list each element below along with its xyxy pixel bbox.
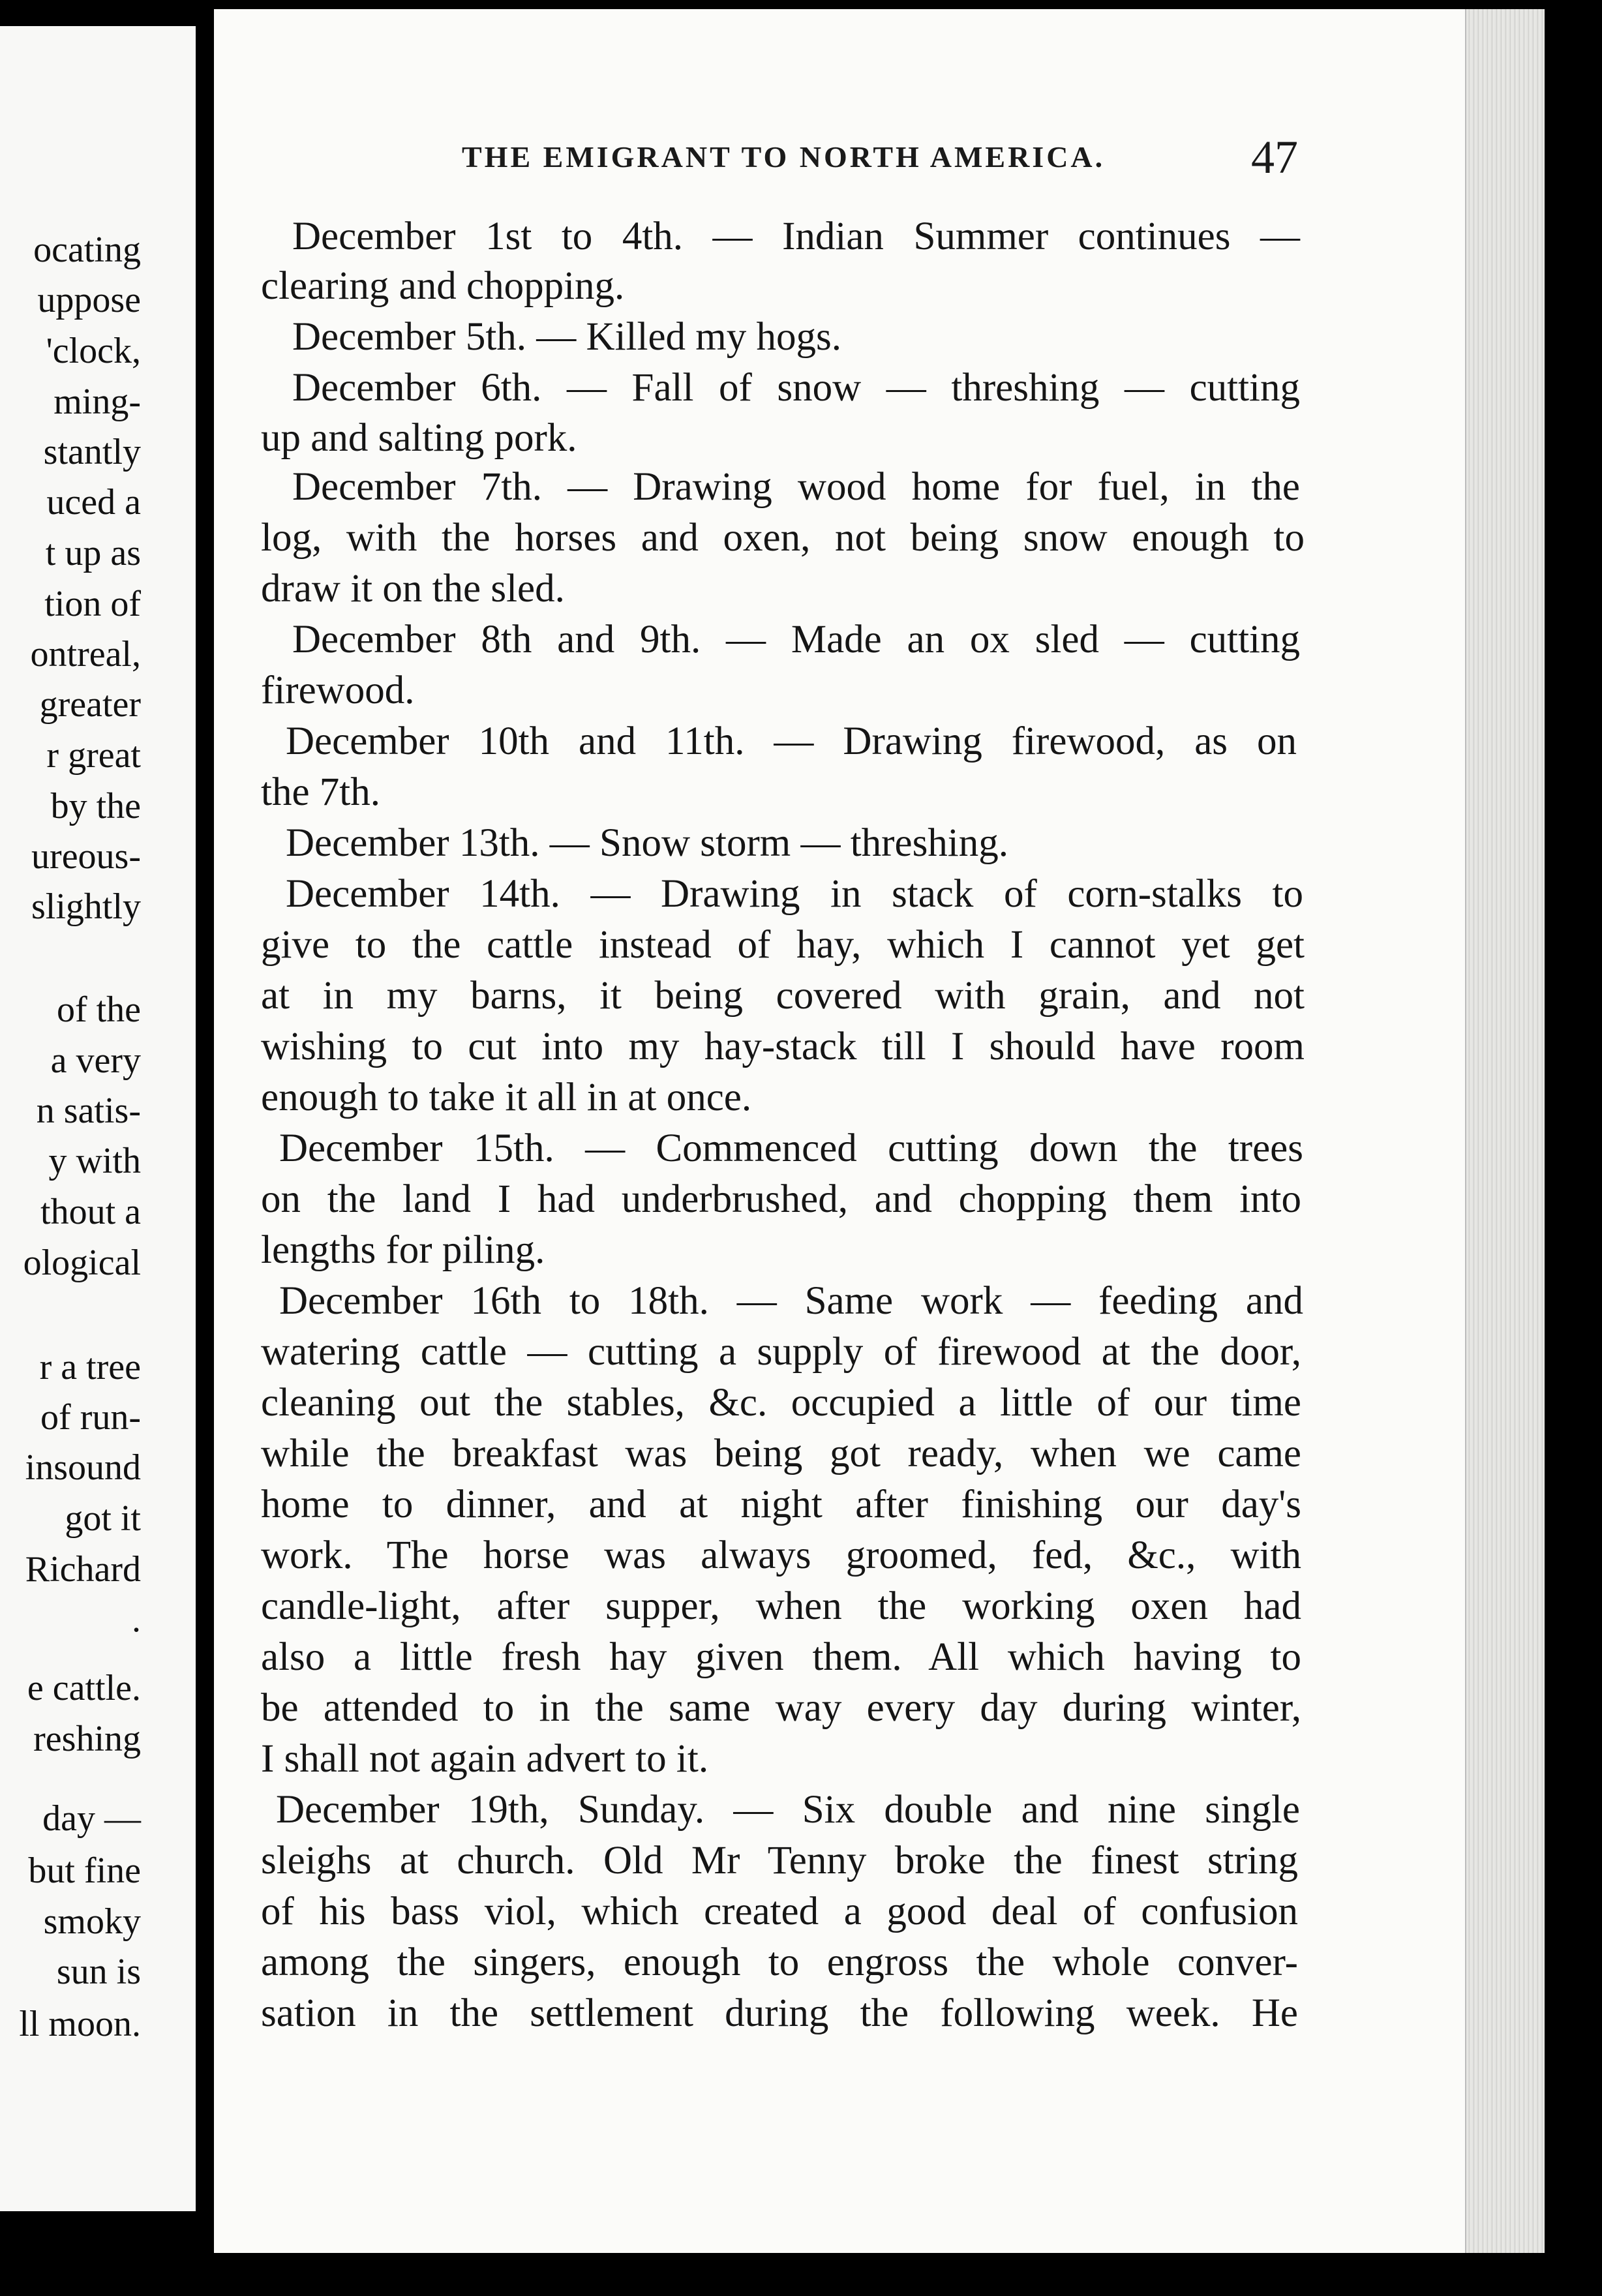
body-text-line: the 7th. [261, 770, 380, 814]
body-text-line: draw it on the sled. [261, 567, 565, 611]
body-text-line: December 8th and 9th. — Made an ox sled — cutting [292, 618, 1300, 661]
body-text-line: be attended to in the same way every day during winter, [261, 1686, 1301, 1730]
body-text-line: home to dinner, and at night after finishing our day's [261, 1483, 1301, 1526]
left-page-fragment: ological [23, 1243, 141, 1283]
body-text-line: log, with the horses and oxen, not being snow enough to [261, 516, 1305, 560]
body-text-line: December 16th to 18th. — Same work — feeding and [279, 1279, 1303, 1323]
left-page-fragment: e cattle. [27, 1668, 141, 1708]
body-text-line: enough to take it all in at once. [261, 1076, 752, 1119]
body-text-line: December 15th. — Commenced cutting down the trees [279, 1126, 1303, 1170]
body-text-line: sleighs at church. Old Mr Tenny broke the finest string [261, 1839, 1298, 1882]
left-page-fragment: insound [25, 1447, 141, 1488]
left-page-fragment: r a tree [39, 1347, 141, 1387]
left-page-fragment: slightly [31, 886, 141, 927]
body-text-line: December 13th. — Snow storm — threshing. [286, 821, 1009, 865]
page-body [214, 9, 1545, 2253]
body-text-line: watering cattle — cutting a supply of firewood at the door, [261, 1330, 1301, 1374]
body-text-line: up and salting pork. [261, 416, 577, 460]
previous-page-fragment [0, 26, 196, 2211]
body-text-line: December 6th. — Fall of snow — threshing — cutting [292, 366, 1300, 410]
left-page-fragment: but fine [28, 1850, 141, 1891]
left-page-fragment: of the [56, 989, 141, 1030]
body-text-line: work. The horse was always groomed, fed, &c., with [261, 1533, 1301, 1577]
body-text-line: give to the cattle instead of hay, which I cannot yet get [261, 923, 1305, 967]
body-text-line: December 7th. — Drawing wood home for fuel, in the [292, 465, 1300, 509]
left-page-fragment: n satis- [36, 1091, 141, 1131]
body-text-line: of his bass viol, which created a good deal of confusion [261, 1890, 1298, 1933]
body-text-line: among the singers, enough to engross the whole conver- [261, 1941, 1298, 1984]
left-page-fragment: of run- [40, 1397, 141, 1438]
left-page-fragment: tion of [44, 584, 141, 624]
body-text-line: on the land I had underbrushed, and chopping them into [261, 1177, 1301, 1221]
body-text-line: December 14th. — Drawing in stack of corn-stalks to [286, 872, 1303, 916]
left-page-fragment: ming- [53, 382, 141, 422]
left-page-fragment: ontreal, [30, 634, 141, 674]
book-gutter [196, 0, 214, 2296]
left-page-fragment: greater [39, 684, 141, 725]
left-page-fragment: stantly [43, 432, 141, 472]
left-page-fragment: day — [42, 1798, 141, 1839]
running-header: THE EMIGRANT TO NORTH AMERICA. [462, 140, 1106, 174]
left-page-fragment: uppose [37, 280, 141, 320]
page-number: 47 [1251, 131, 1298, 183]
left-page-fragment: 'clock, [46, 331, 141, 371]
body-text-line: I shall not again advert to it. [261, 1737, 709, 1781]
left-page-fragment: ureous- [31, 836, 141, 877]
page-edges [1465, 9, 1545, 2253]
left-page-fragment: smoky [43, 1901, 141, 1942]
left-page-fragment: reshing [33, 1719, 141, 1759]
current-page [214, 9, 1545, 2253]
body-text-line: sation in the settlement during the following week. He [261, 1991, 1298, 2035]
left-page-fragment: a very [50, 1040, 141, 1081]
body-text-line: firewood. [261, 669, 415, 712]
left-page-fragment: t up as [45, 533, 141, 573]
body-text-line: December 1st to 4th. — Indian Summer continues — [292, 215, 1300, 258]
body-text-line: December 5th. — Killed my hogs. [292, 315, 841, 359]
left-page-fragment: y with [48, 1141, 141, 1181]
body-text-line: December 19th, Sunday. — Six double and nine single [276, 1788, 1300, 1832]
left-page-fragment: by the [50, 786, 141, 826]
left-page-fragment: Richard [25, 1549, 141, 1590]
body-text-line: lengths for piling. [261, 1228, 545, 1272]
body-text-line: wishing to cut into my hay-stack till I should have room [261, 1025, 1305, 1068]
left-page-fragment: thout a [40, 1192, 141, 1232]
left-page-fragment: r great [46, 735, 141, 776]
body-text-line: also a little fresh hay given them. All which having to [261, 1635, 1301, 1679]
left-page-fragment: ocating [33, 230, 141, 270]
body-text-line: cleaning out the stables, &c. occupied a little of our time [261, 1381, 1301, 1425]
left-page-fragment: . [132, 1599, 141, 1640]
body-text-line: at in my barns, it being covered with grain, and not [261, 974, 1305, 1018]
left-page-fragment: ll moon. [19, 2004, 141, 2044]
body-text-line: clearing and chopping. [261, 264, 625, 308]
left-page-fragment: uced a [46, 482, 141, 522]
body-text-line: candle-light, after supper, when the working oxen had [261, 1584, 1301, 1628]
body-text-line: while the breakfast was being got ready, when we came [261, 1432, 1301, 1475]
left-page-fragment: sun is [56, 1952, 141, 1992]
left-page-fragment: got it [65, 1498, 141, 1539]
body-text-line: December 10th and 11th. — Drawing firewood, as on [286, 719, 1297, 763]
